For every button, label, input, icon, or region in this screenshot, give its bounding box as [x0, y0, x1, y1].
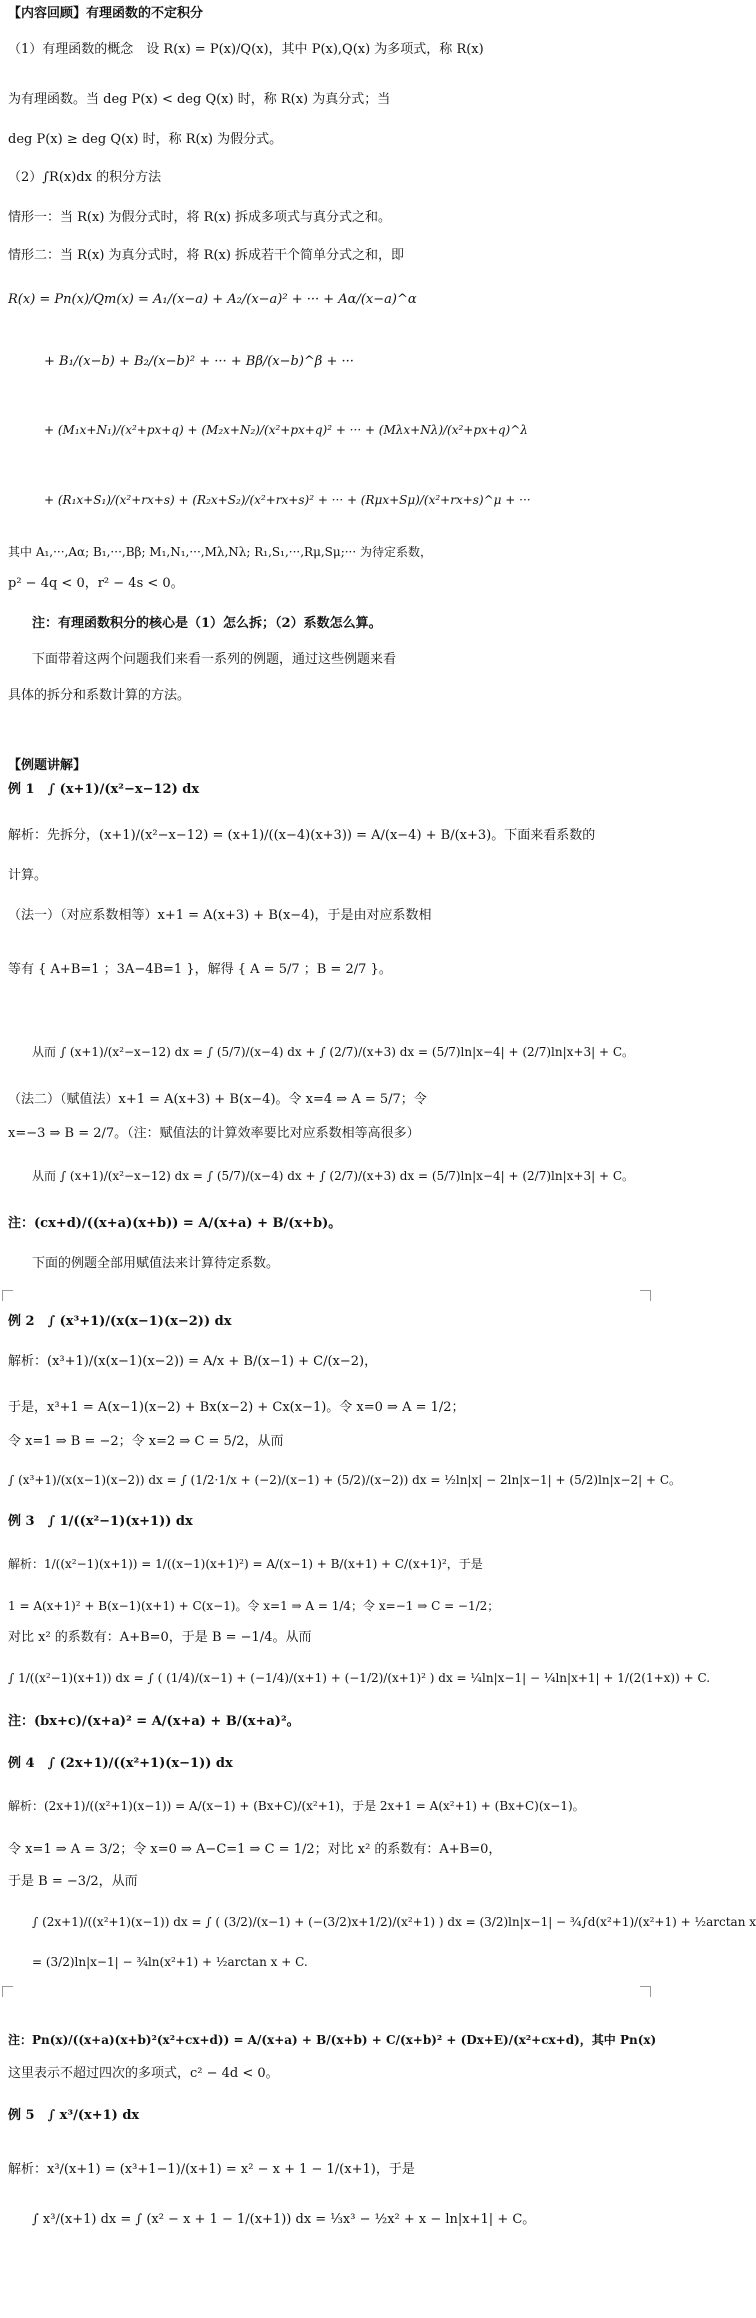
example-1-line-9: 下面的例题全部用赋值法来计算待定系数。 [32, 1256, 280, 1271]
review-heading: 【内容回顾】有理函数的不定积分 [8, 6, 204, 21]
example-2-line-2: 于是，x³+1 = A(x−1)(x−2) + Bx(x−2) + Cx(x−1)。令 x=0 ⇒ A = 1/2； [8, 1400, 465, 1415]
review-line-7: 其中 A₁,···,Aα; B₁,···,Bβ; M₁,N₁,···,Mλ,Nλ; R₁,S₁,···,Rμ,Sμ;··· 为待定系数， [8, 545, 433, 559]
review-line-6: 情形二：当 R(x) 为真分式时，将 R(x) 拆成若干个简单分式之和，即 [8, 248, 405, 263]
example-4-line-1: 解析：(2x+1)/((x²+1)(x−1)) = A/(x−1) + (Bx+C)/(x²+1)，于是 2x+1 = A(x²+1) + (Bx+C)(x−1)。 [8, 1799, 585, 1813]
example-1-line-1: 解析：先拆分，(x+1)/(x²−x−12) = (x+1)/((x−4)(x+3)) = A/(x−4) + B/(x+3)。下面来看系数的 [8, 828, 596, 843]
review-line-5: 情形一：当 R(x) 为假分式时，将 R(x) 拆成多项式与真分式之和。 [8, 210, 392, 225]
review-line-3: deg P(x) ≥ deg Q(x) 时，称 R(x) 为假分式。 [8, 132, 283, 147]
example-1-line-8: 从而 ∫ (x+1)/(x²−x−12) dx = ∫ (5/7)/(x−4) dx + ∫ (2/7)/(x+3) dx = (5/7)ln|x−4| + (2/7)ln|x+3| + C。 [32, 1169, 635, 1183]
example-3-line-4: ∫ 1/((x²−1)(x+1)) dx = ∫ ( (1/4)/(x−1) + (−1/4)/(x+1) + (−1/2)/(x+1)² ) dx = ¼ln|x−1| − ¼ln|x+1| + 1/(2(1+x)) + C. [8, 1671, 711, 1685]
page-corner-right-2 [640, 1986, 651, 1997]
example-1-line-7: x=−3 ⇒ B = 2/7。（注：赋值法的计算效率要比对应系数相等高很多） [8, 1126, 420, 1141]
example-4-title: 例 4 ∫ (2x+1)/((x²+1)(x−1)) dx [8, 1756, 233, 1771]
example-2-line-1: 解析：(x³+1)/(x(x−1)(x−2)) = A/x + B/(x−1) + C/(x−2)， [8, 1354, 378, 1369]
example-4-line-4: ∫ (2x+1)/((x²+1)(x−1)) dx = ∫ ( (3/2)/(x−1) + (−(3/2)x+1/2)/(x²+1) ) dx = (3/2)ln|x−1| − ¾∫d(x²+1)/(x²+1) + ½arctan x [32, 1915, 756, 1929]
example-4-line-3: 于是 B = −3/2，从而 [8, 1874, 138, 1889]
example-3-line-2: 1 = A(x+1)² + B(x−1)(x+1) + C(x−1)。令 x=1 ⇒ A = 1/4；令 x=−1 ⇒ C = −1/2； [8, 1599, 500, 1613]
review-line-10: 具体的拆分和系数计算的方法。 [8, 688, 191, 703]
formula-decomposition-4: + (R₁x+S₁)/(x²+rx+s) + (R₂x+S₂)/(x²+rx+s)² + ··· + (Rμx+Sμ)/(x²+rx+s)^μ + ··· [44, 493, 531, 507]
example-5-line-2: ∫ x³/(x+1) dx = ∫ (x² − x + 1 − 1/(x+1)) dx = ⅓x³ − ½x² + x − ln|x+1| + C。 [32, 2212, 536, 2227]
example-4-note: 注：Pn(x)/((x+a)(x+b)²(x²+cx+d)) = A/(x+a) + B/(x+b) + C/(x+b)² + (Dx+E)/(x²+cx+d)，其中 Pn(x) [8, 2033, 657, 2047]
example-2-line-4: ∫ (x³+1)/(x(x−1)(x−2)) dx = ∫ (1/2·1/x + (−2)/(x−1) + (5/2)/(x−2)) dx = ½ln|x| − 2ln|x−1| + (5/2)ln|x−2| + C。 [8, 1473, 682, 1487]
page-corner-right [640, 1290, 651, 1301]
example-3-note: 注：(bx+c)/(x+a)² = A/(x+a) + B/(x+a)²。 [8, 1714, 300, 1729]
example-1-line-3: （法一）（对应系数相等）x+1 = A(x+3) + B(x−4)，于是由对应系数相 [8, 908, 432, 923]
page-corner-left-2 [2, 1986, 13, 1997]
review-line-9: 下面带着这两个问题我们来看一系列的例题，通过这些例题来看 [32, 652, 397, 667]
page-corner-left [2, 1290, 13, 1301]
review-line-4: （2）∫R(x)dx 的积分方法 [8, 170, 162, 185]
example-4-line-2: 令 x=1 ⇒ A = 3/2；令 x=0 ⇒ A−C=1 ⇒ C = 1/2；对比 x² 的系数有：A+B=0， [8, 1842, 502, 1857]
example-3-line-3: 对比 x² 的系数有：A+B=0，于是 B = −1/4。从而 [8, 1630, 312, 1645]
formula-decomposition-1: R(x) = Pn(x)/Qm(x) = A₁/(x−a) + A₂/(x−a)² + ··· + Aα/(x−a)^α [8, 292, 417, 307]
review-line-1: （1）有理函数的概念 设 R(x) = P(x)/Q(x)，其中 P(x),Q(x) 为多项式，称 R(x) [8, 42, 484, 57]
formula-decomposition-3: + (M₁x+N₁)/(x²+px+q) + (M₂x+N₂)/(x²+px+q)² + ··· + (Mλx+Nλ)/(x²+px+q)^λ [44, 423, 528, 437]
review-note: 注：有理函数积分的核心是（1）怎么拆；（2）系数怎么算。 [32, 616, 382, 631]
example-5-line-1: 解析：x³/(x+1) = (x³+1−1)/(x+1) = x² − x + 1 − 1/(x+1)，于是 [8, 2162, 415, 2177]
example-1-line-6: （法二）（赋值法）x+1 = A(x+3) + B(x−4)。令 x=4 ⇒ A = 5/7；令 [8, 1092, 427, 1107]
example-1-line-2: 计算。 [8, 868, 48, 883]
example-4-line-5: = (3/2)ln|x−1| − ¾ln(x²+1) + ½arctan x + C. [32, 1955, 308, 1969]
review-line-2: 为有理函数。当 deg P(x) < deg Q(x) 时，称 R(x) 为真分式；当 [8, 92, 391, 107]
examples-heading: 【例题讲解】 [8, 758, 87, 773]
example-3-title: 例 3 ∫ 1/((x²−1)(x+1)) dx [8, 1514, 193, 1529]
review-line-8: p² − 4q < 0，r² − 4s < 0。 [8, 576, 184, 591]
example-2-title: 例 2 ∫ (x³+1)/(x(x−1)(x−2)) dx [8, 1314, 232, 1329]
example-3-line-1: 解析：1/((x²−1)(x+1)) = 1/((x−1)(x+1)²) = A/(x−1) + B/(x+1) + C/(x+1)²，于是 [8, 1557, 483, 1571]
example-1-line-5: 从而 ∫ (x+1)/(x²−x−12) dx = ∫ (5/7)/(x−4) dx + ∫ (2/7)/(x+3) dx = (5/7)ln|x−4| + (2/7)ln|x+3| + C。 [32, 1045, 635, 1059]
example-1-title: 例 1 ∫ (x+1)/(x²−x−12) dx [8, 782, 200, 797]
example-1-note: 注：(cx+d)/((x+a)(x+b)) = A/(x+a) + B/(x+b)。 [8, 1216, 342, 1231]
example-1-line-4: 等有 { A+B=1 ；3A−4B=1 }，解得 { A = 5/7 ；B = 2/7 }。 [8, 962, 392, 977]
formula-decomposition-2: + B₁/(x−b) + B₂/(x−b)² + ··· + Bβ/(x−b)^β + ··· [44, 354, 354, 369]
example-5-title: 例 5 ∫ x³/(x+1) dx [8, 2108, 140, 2123]
example-4-note-2: 这里表示不超过四次的多项式，c² − 4d < 0。 [8, 2066, 279, 2081]
example-2-line-3: 令 x=1 ⇒ B = −2；令 x=2 ⇒ C = 5/2，从而 [8, 1434, 284, 1449]
